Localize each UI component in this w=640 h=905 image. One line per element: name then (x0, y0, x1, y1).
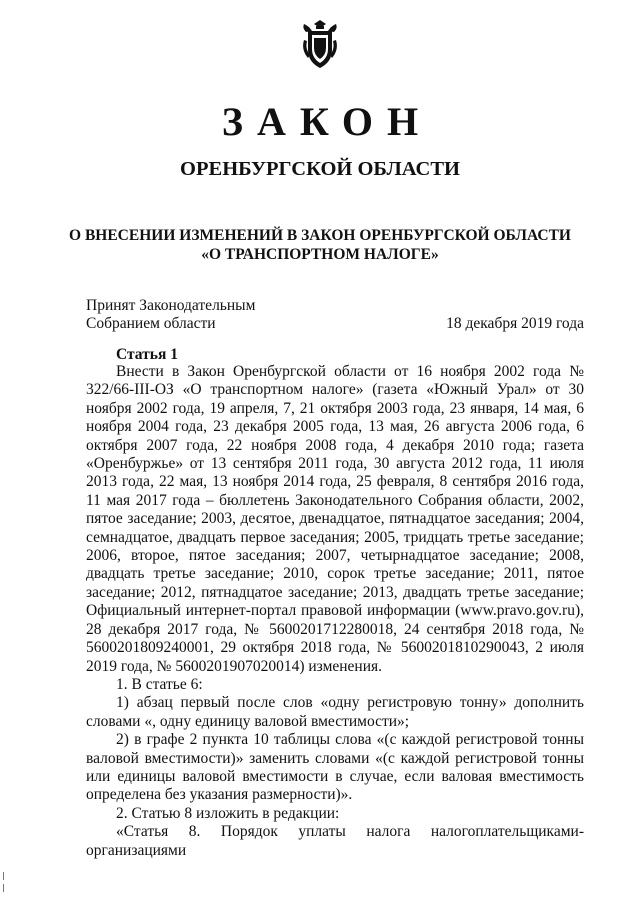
paragraph: 1. В статье 6: (116, 675, 203, 693)
article-body (86, 363, 584, 860)
document-type-title: ЗАКОН (221, 99, 433, 144)
paragraph: 2) в графе 2 пункта 10 таблицы слова «(с каждой регистровой тонны валовой вместимости)» заменить словами «(с каждой регистровой тонны или единицы валовой вместимости в случае, если валовая вместимость определена без указания размерности)». (86, 731, 584, 804)
article-heading: Статья 1 (116, 346, 178, 363)
paragraph: Внести в Закон Оренбургской области от 16 ноября 2002 года № 322/66-III-ОЗ «О транспортном налоге» (газета «Южный Урал» от 30 ноября 2002 года, 19 апреля, 7, 21 октября 2003 года, 23 января, 14 мая, 6 ноября 2004 года, 23 декабря 2005 года, 13 мая, 26 августа 2006 года, 6 октября 2007 года, 22 ноября 2008 года, 4 декабря 2010 года; газета «Оренбуржье» от 13 сентября 2011 года, 30 августа 2012 года, 11 июля 2013 года, 22 мая, 13 ноября 2014 года, 25 февраля, 8 сентября 2016 года, 11 мая 2017 года – бюллетень Законодательного Собрания области, 2002, пятое заседание; 2003, десятое, двенадцатое, пятнадцатое заседания; 2004, семнадцатое, двадцать первое заседания; 2005, тридцать третье заседание; 2006, второе, пятое заседания; 2007, четырнадцатое заседание; 2008, двадцать третье заседание; 2010, сорок третье заседание; 2011, пятое заседание; 2012, пятнадцатое заседание; 2013, двадцать третье заседание; Официальный интернет-портал правовой информации (www.pravo.gov.ru), 28 декабря 2017 года, № 5600201712280018, 24 сентября 2018 года, № 5600201809240001, 29 октября 2018 года, № 5600201810290043, 2 июля 2019 года, № 5600201907020014) изменения. (86, 363, 584, 675)
paragraph: «Статья 8. Порядок уплаты налога налогоплательщиками-организациями (86, 823, 584, 859)
scan-edge-mark (3, 884, 4, 892)
adoption-line: Принят Законодательным (86, 297, 256, 314)
paragraph: 2. Статью 8 изложить в редакции: (116, 804, 340, 822)
adoption-date: 18 декабря 2019 года (446, 315, 584, 332)
subject-line: «О ТРАНСПОРТНОМ НАЛОГЕ» (201, 246, 439, 263)
adoption-note (86, 297, 255, 333)
adoption-line: Собранием области (86, 315, 216, 332)
subject-line: О ВНЕСЕНИИ ИЗМЕНЕНИЙ В ЗАКОН ОРЕНБУРГСКОЙ ОБЛАСТИ (69, 227, 571, 244)
region-title: ОРЕНБУРГСКОЙ ОБЛАСТИ (180, 158, 460, 180)
paragraph: 1) абзац первый после слов «одну регистровую тонну» дополнить словами «, одну единицу валовой вместимости»; (86, 694, 584, 730)
coat-of-arms-icon (300, 20, 340, 70)
law-subject-heading (0, 226, 640, 264)
scan-edge-mark (3, 872, 4, 880)
